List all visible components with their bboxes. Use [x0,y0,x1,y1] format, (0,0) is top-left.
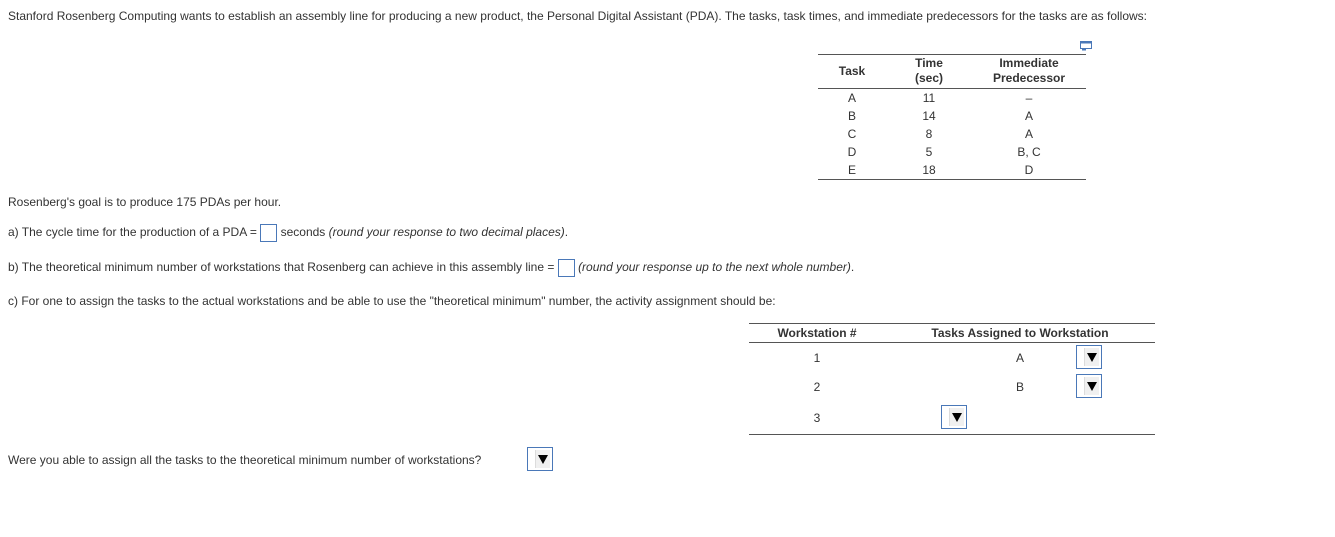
task-cell: E [847,163,856,177]
problem-intro: Stanford Rosenberg Computing wants to establish an assembly line for producing a new product, the Personal Digital Assistant (PDA). The tasks, task times, and immediate predecessors for the tasks are as follows: [8,9,1147,23]
time-cell: 18 [922,163,936,177]
ws2-extra-task-dropdown[interactable] [1076,374,1102,398]
workstation-number: 1 [813,350,821,365]
predecessor-cell: D [1024,163,1034,177]
cycle-time-input[interactable] [260,224,277,242]
question-c: c) For one to assign the tasks to the actual workstations and be able to use the "theoretical minimum" number, the activity assignment should be: [8,294,776,308]
table-row [818,89,1086,108]
task-cell: C [847,127,857,141]
chevron-down-icon [1087,382,1097,391]
workstation-table-header [749,324,1155,343]
table-row [818,125,1086,143]
header-time: Time (sec) [886,55,972,89]
question-b: b) The theoretical minimum number of workstations that Rosenberg can achieve in this assembly line = (round your response up to the next whole number). [8,259,854,277]
time-cell: 14 [922,109,936,123]
final-answer-dropdown[interactable] [527,447,553,471]
header-workstation: Workstation # [749,324,885,343]
predecessor-cell: – [1025,91,1033,105]
header-task: Task [818,55,886,89]
final-question: Were you able to assign all the tasks to the theoretical minimum number of workstations? [8,453,482,467]
chevron-down-icon [538,455,548,464]
question-a: a) The cycle time for the production of a PDA = seconds (round your response to two decimal places). [8,224,568,242]
task-table-header [818,55,1086,89]
predecessor-cell: A [1024,109,1033,123]
min-workstations-input[interactable] [558,259,575,277]
table-row [818,143,1086,161]
workstation-number: 3 [813,410,821,425]
task-cell: B [847,109,856,123]
predecessor-cell: B, C [1017,145,1041,159]
popout-icon[interactable] [1080,41,1092,51]
predecessor-cell: A [1024,127,1033,141]
assigned-task: A [1015,350,1024,365]
time-cell: 5 [925,145,933,159]
chevron-down-icon [1087,353,1097,362]
header-predecessor: Immediate Predecessor [972,55,1086,89]
ws1-extra-task-dropdown[interactable] [1076,345,1102,369]
table-row [818,161,1086,180]
task-cell: D [847,145,857,159]
header-tasks-assigned: Tasks Assigned to Workstation [885,324,1155,343]
table-row [818,107,1086,125]
assigned-task: B [1015,379,1024,394]
assigned-task [885,401,1155,435]
ws3-task-dropdown[interactable] [941,405,967,429]
goal-text: Rosenberg's goal is to produce 175 PDAs per hour. [8,195,282,209]
time-cell: 11 [922,91,936,105]
workstation-number: 2 [813,379,821,394]
task-table [818,54,1086,180]
time-cell: 8 [925,127,933,141]
task-cell: A [847,91,856,105]
chevron-down-icon [952,413,962,422]
